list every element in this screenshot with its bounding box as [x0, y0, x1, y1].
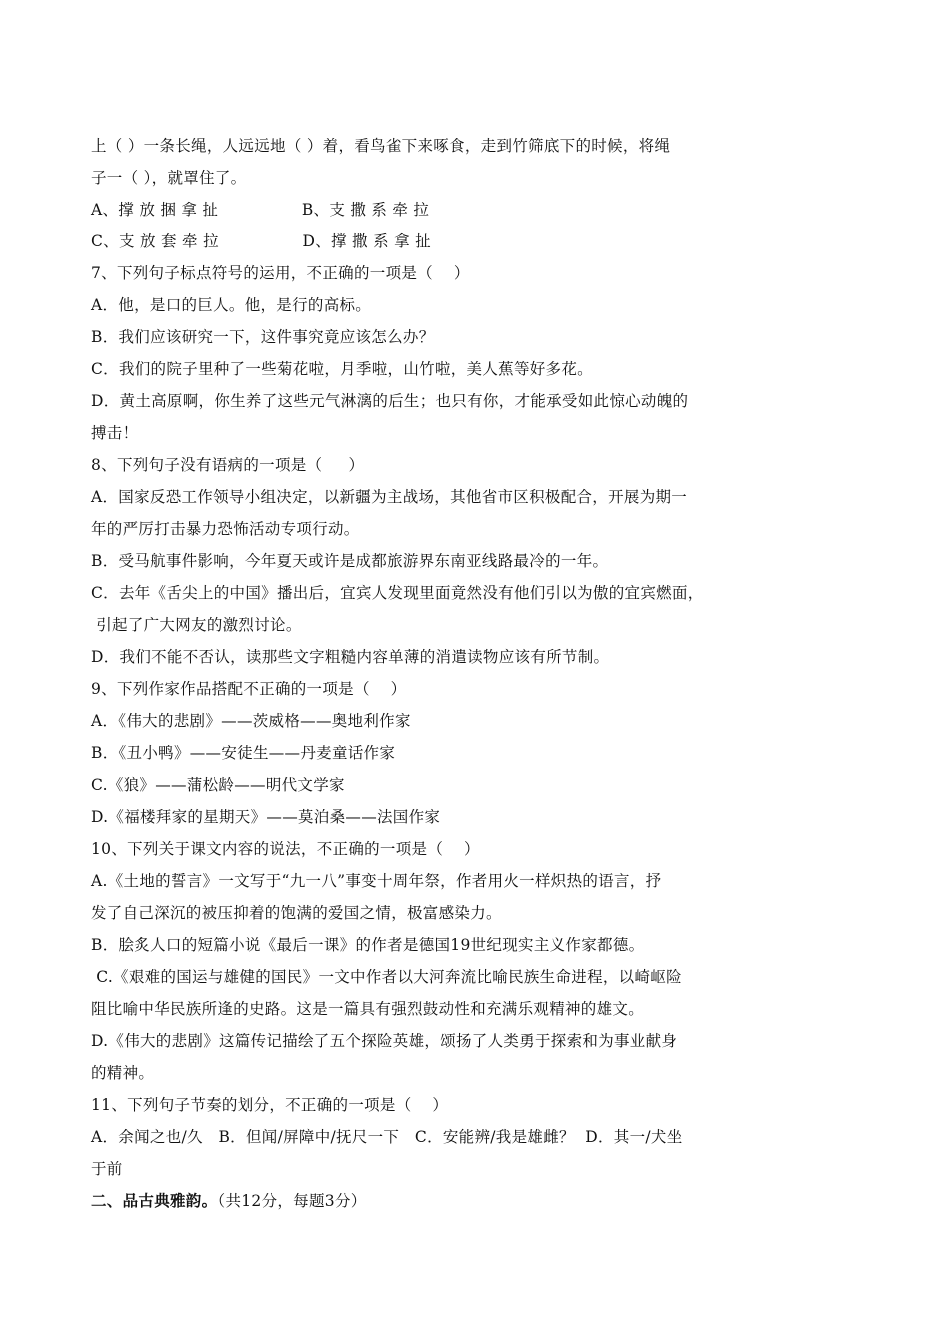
text-line: 发了自己深沉的被压抑着的饱满的爱国之情，极富感染力。 [91, 904, 502, 922]
text-line: 于前 [91, 1160, 123, 1178]
text-line: 搏击！ [91, 424, 139, 442]
option-line: C、支 放 套 牵 拉 D、撑 撒 系 拿 扯 [91, 232, 431, 250]
text-line: D．黄土高原啊，你生养了这些元气淋漓的后生；也只有你，才能承受如此惊心动魄的 [91, 392, 689, 410]
question-8: 8、下列句子没有语病的一项是（ ） [91, 456, 365, 474]
text-line: 子一（ ），就罩住了。 [91, 169, 247, 187]
question-11: 11、下列句子节奏的划分，不正确的一项是（ ） [91, 1096, 449, 1114]
text-line: A.《土地的誓言》一文写于“九一八”事变十周年祭，作者用火一样炽热的语言，抒 [91, 872, 662, 890]
text-line: C.《狼》——蒲松龄——明代文学家 [91, 776, 345, 794]
text-line: D．我们不能不否认，读那些文字粗糙内容单薄的消遣读物应该有所节制。 [91, 648, 610, 666]
section-heading [91, 1191, 367, 1211]
text-line: B．《丑小鸭》——安徒生——丹麦童话作家 [91, 744, 396, 762]
text-line: A．《伟大的悲剧》——茨威格——奥地利作家 [91, 712, 411, 730]
question-10: 10、下列关于课文内容的说法，不正确的一项是（ ） [91, 840, 480, 858]
question-9: 9、下列作家作品搭配不正确的一项是（ ） [91, 680, 407, 698]
text-line: B．受马航事件影响，今年夏天或许是成都旅游界东南亚线路最冷的一年。 [91, 552, 609, 570]
section-title: 二、品古典雅韵。 [91, 1191, 218, 1210]
text-line: C.《艰难的国运与雄健的国民》一文中作者以大河奔流比喻民族生命进程，以崎岖险 [91, 968, 682, 986]
text-line: D.《伟大的悲剧》这篇传记描绘了五个探险英雄，颂扬了人类勇于探索和为事业献身 [91, 1032, 678, 1050]
text-line: D.《福楼拜家的星期天》——莫泊桑——法国作家 [91, 808, 441, 826]
text-line: B．脍炙人口的短篇小说《最后一课》的作者是德国19世纪现实主义作家都德。 [91, 936, 645, 954]
text-line: A．余闻之也/久 B．但闻/屏障中/抚尺一下 C．安能辨/我是雄雌？ D．其一/犬坐 [91, 1128, 683, 1146]
text-line: 上（ ）一条长绳，人远远地（ ）着，看鸟雀下来啄食，走到竹筛底下的时候，将绳 [91, 137, 671, 155]
text-line: A．他，是口的巨人。他，是行的高标。 [91, 296, 372, 314]
text-line: C．我们的院子里种了一些菊花啦，月季啦，山竹啦，美人蕉等好多花。 [91, 360, 593, 378]
text-line: 引起了广大网友的激烈讨论。 [91, 616, 302, 634]
text-line: 年的严厉打击暴力恐怖活动专项行动。 [91, 520, 360, 538]
text-line: 阻比喻中华民族所逢的史路。这是一篇具有强烈鼓动性和充满乐观精神的雄文。 [91, 1000, 645, 1018]
section-note: （共12分，每题3分） [217, 1192, 367, 1210]
option-line: A、撑 放 捆 拿 扯 B、支 撒 系 牵 拉 [91, 201, 430, 219]
question-7: 7、下列句子标点符号的运用，不正确的一项是（ ） [91, 264, 470, 282]
text-line: C．去年《舌尖上的中国》播出后，宜宾人发现里面竟然没有他们引以为傲的宜宾燃面， [91, 584, 704, 602]
text-line: A．国家反恐工作领导小组决定，以新疆为主战场，其他省市区积极配合，开展为期一 [91, 488, 688, 506]
text-line: B．我们应该研究一下，这件事究竟应该怎么办？ [91, 328, 435, 346]
text-line: 的精神。 [91, 1064, 155, 1082]
